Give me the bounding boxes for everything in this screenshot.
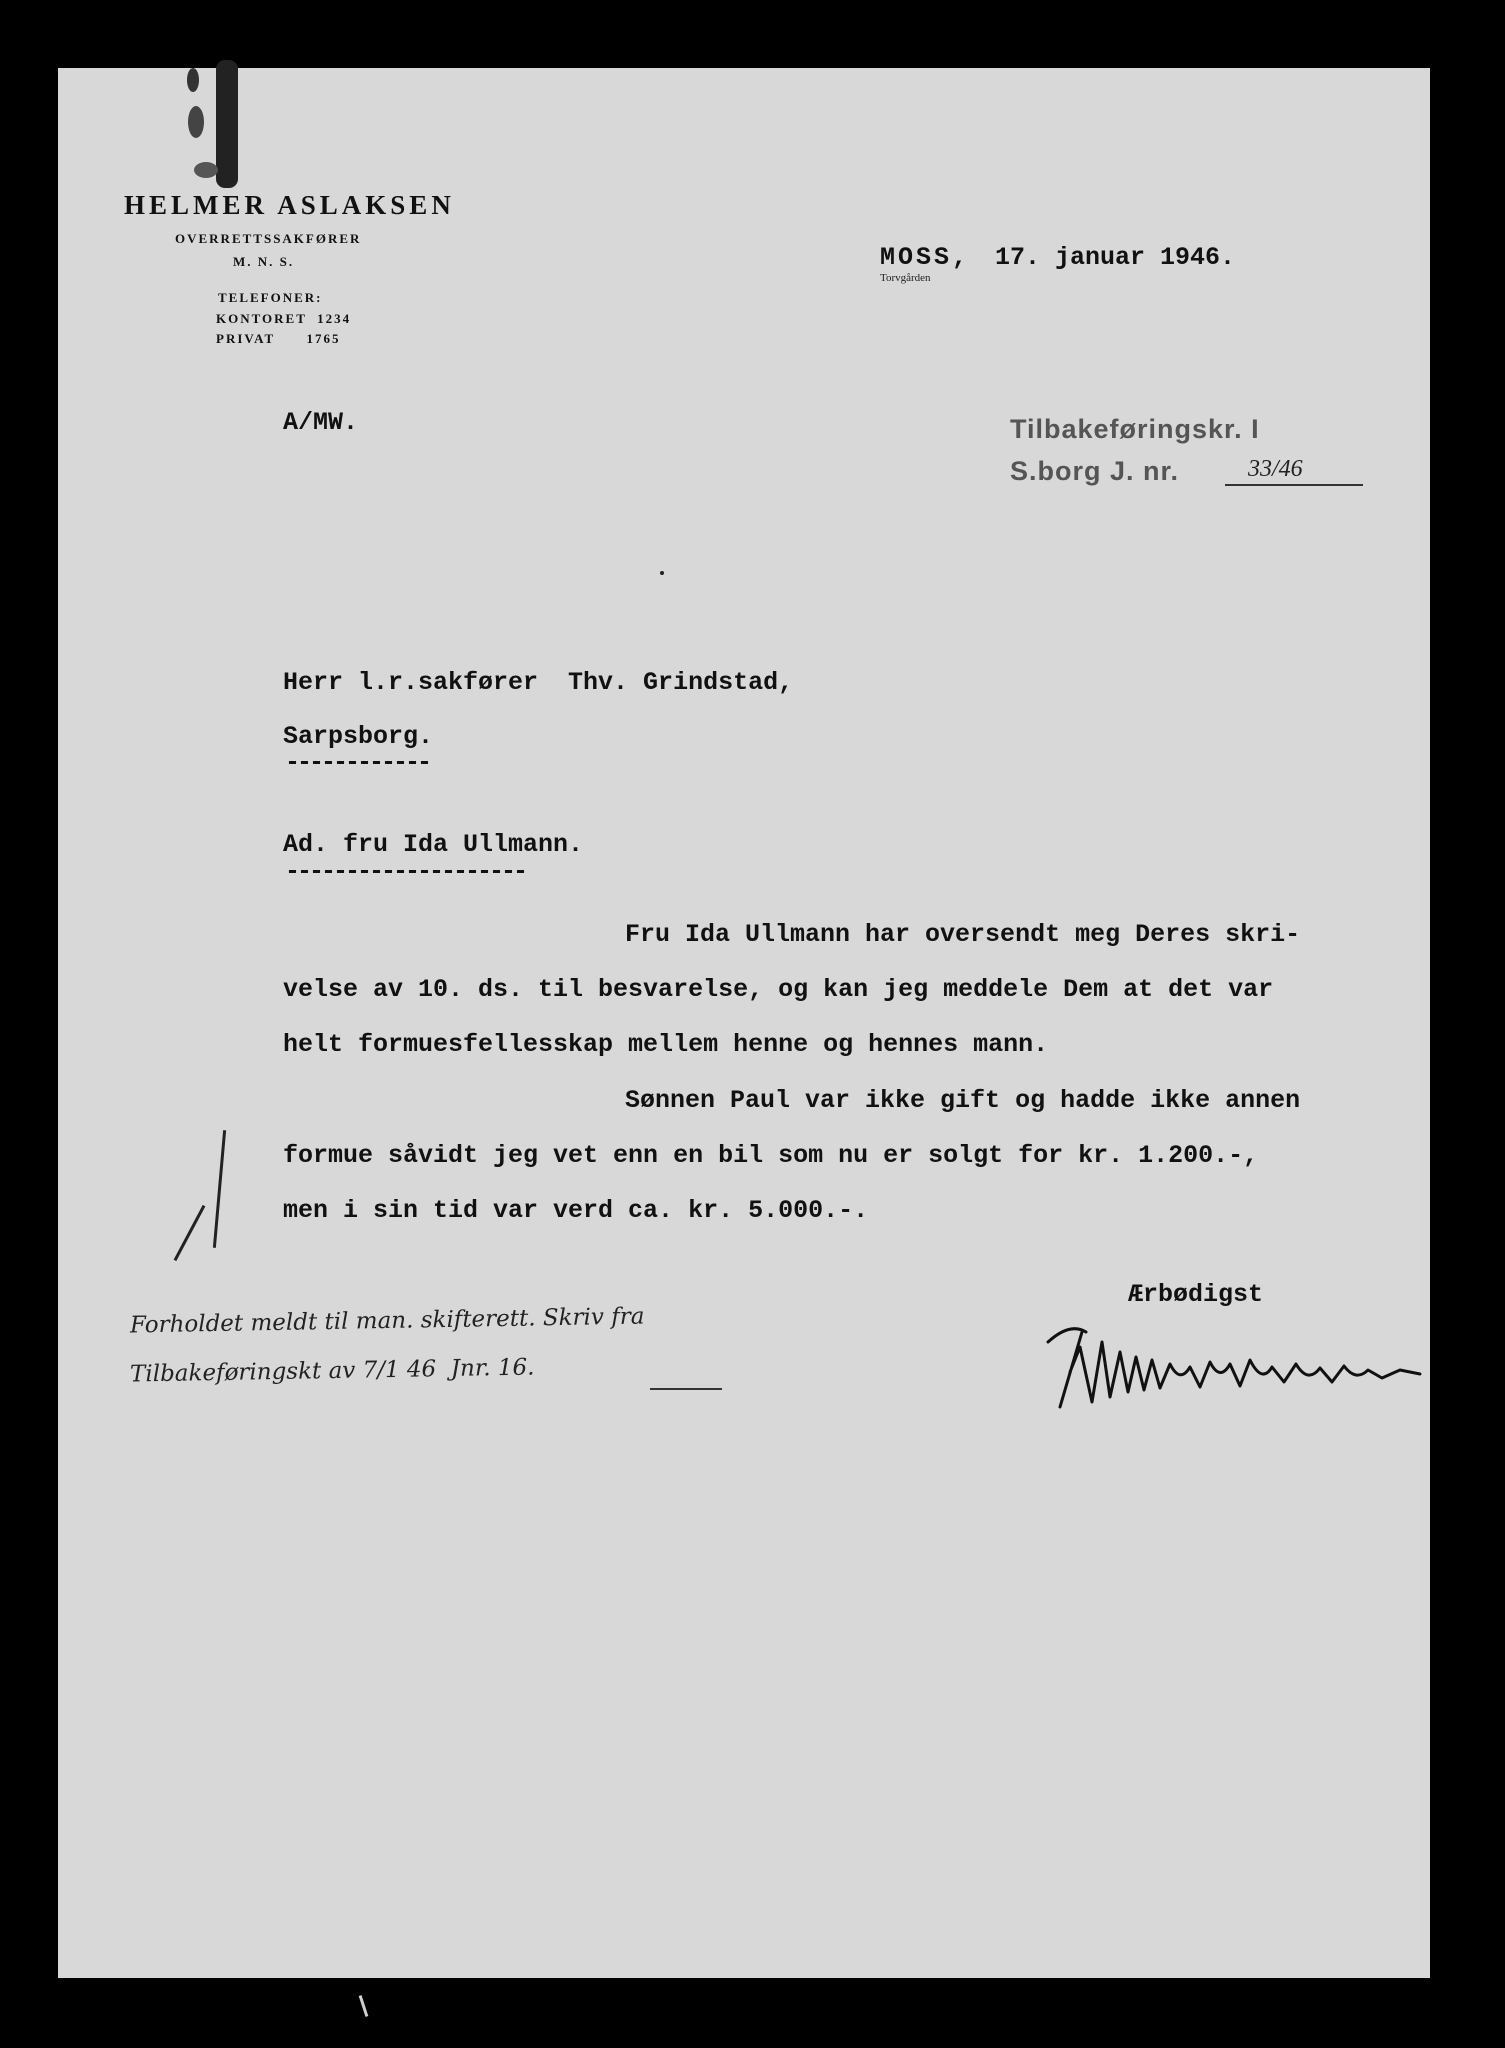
stamp-line1: Tilbakeføringskr. I [1010,414,1260,444]
binding-mark [178,60,248,190]
body-line-6: men i sin tid var verd ca. kr. 5.000.-. [283,1196,869,1225]
reference: A/MW. [283,408,359,437]
body-line-4: Sønnen Paul var ikke gift og hadde ikke annen [625,1086,1301,1115]
letterhead-phones-label: TELEFONER: [218,290,323,305]
body-line-1: Fru Ida Ullmann har oversendt meg Deres skri- [625,920,1301,949]
letterhead-abbr: M. N. S. [233,254,295,269]
scan-speck [359,1995,369,2017]
document-page [58,68,1430,1978]
stamp-underline [1225,484,1363,486]
handwritten-note-line2: Tilbakeføringskt av 7/1 46 Jnr. 16. [129,1354,535,1388]
letterhead-office-phone: KONTORET 1234 [216,311,352,326]
signature [1040,1312,1425,1412]
subject-underline: -------------------- [285,857,526,886]
recipient-underline: ------------ [285,748,430,777]
letterhead-private-phone: PRIVAT 1765 [216,331,341,346]
ink-dot [660,571,664,575]
recipient-line1: Herr l.r.sakfører Thv. Grindstad, [283,668,794,697]
dateline-date: 17. januar 1946. [995,243,1236,272]
dateline-city: MOSS, [880,243,971,272]
letterhead-title: OVERRETTSSAKFØRER [175,231,362,246]
subject-line: Ad. fru Ida Ullmann. [283,830,584,859]
closing: Ærbødigst [1128,1280,1264,1309]
handwritten-note-line1: Forholdet meldt til man. skifterett. Skriv fra [129,1303,645,1339]
dateline-building: Torvgården [880,272,931,284]
handwritten-underline [650,1388,722,1390]
body-line-2: velse av 10. ds. til besvarelse, og kan jeg meddele Dem at det var [283,975,1274,1004]
stamp-number: 33/46 [1248,456,1303,482]
recipient-line2: Sarpsborg. [283,722,434,751]
stamp-line2: S.borg J. nr. [1010,456,1180,486]
body-line-3: helt formuesfellesskap mellem henne og hennes mann. [283,1030,1049,1059]
body-line-5: formue såvidt jeg vet enn en bil som nu er solgt for kr. 1.200.-, [283,1141,1259,1170]
letterhead-name: HELMER ASLAKSEN [124,190,455,220]
